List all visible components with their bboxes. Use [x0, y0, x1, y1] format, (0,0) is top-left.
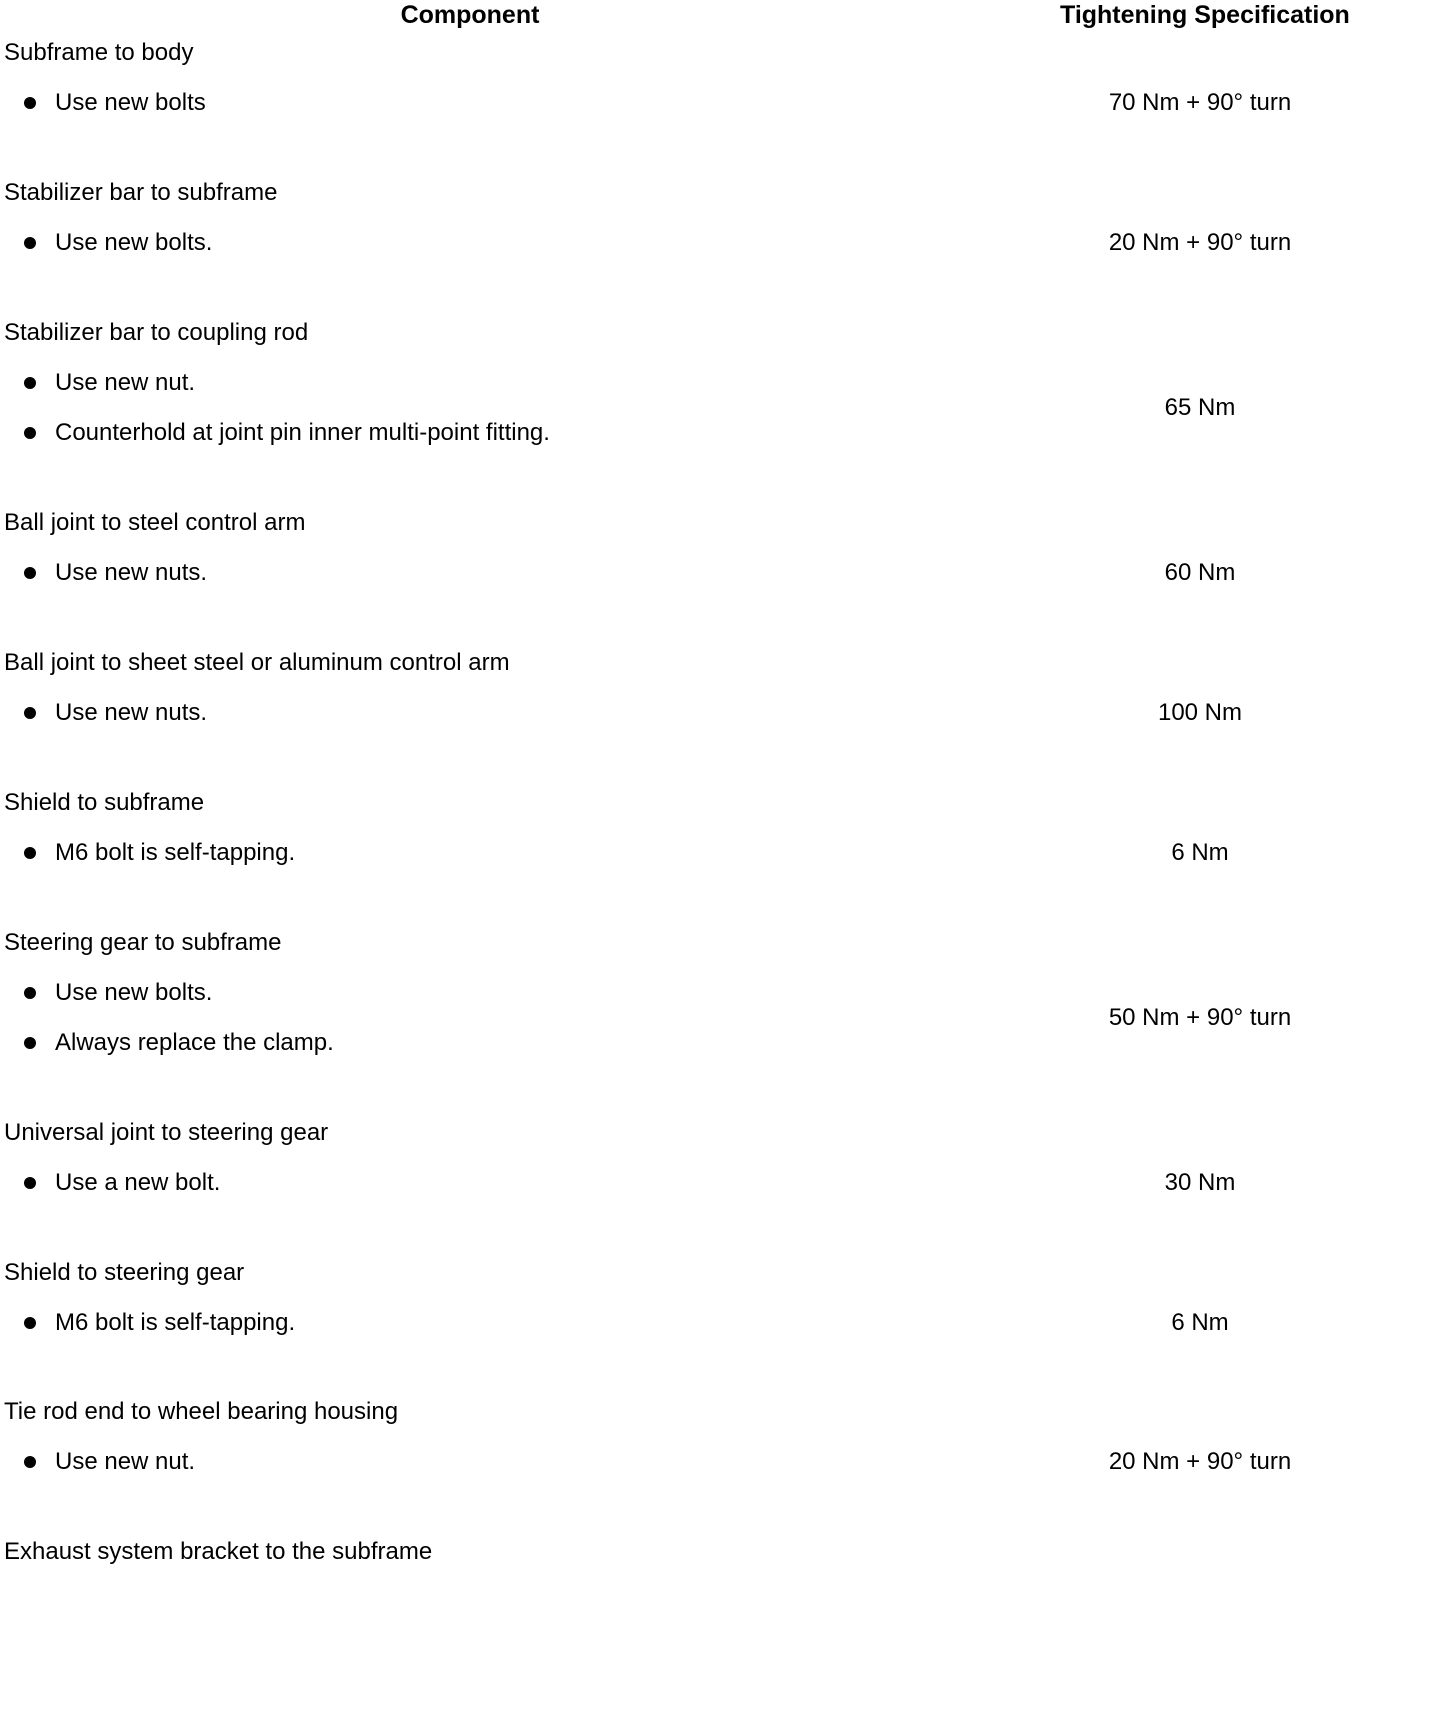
- note-text: Use new nut.: [55, 1448, 196, 1475]
- tightening-spec-value: 65 Nm: [1164, 394, 1236, 421]
- component-name: Stabilizer bar to coupling rod: [4, 319, 309, 346]
- bullet-icon: [24, 427, 36, 439]
- table-header: [0, 0, 1456, 30]
- note-text: M6 bolt is self-tapping.: [55, 839, 296, 866]
- tightening-spec-value: 50 Nm + 90° turn: [1108, 1004, 1292, 1031]
- tightening-spec-value: 6 Nm: [1171, 839, 1229, 866]
- bullet-icon: [24, 1037, 36, 1049]
- tightening-spec-value: 20 Nm + 90° turn: [1108, 229, 1292, 256]
- bullet-icon: [24, 237, 36, 249]
- tightening-spec-value: 20 Nm + 90° turn: [1108, 1448, 1292, 1475]
- component-name: Exhaust system bracket to the subframe: [4, 1538, 433, 1565]
- tightening-spec-value: 30 Nm: [1164, 1169, 1236, 1196]
- bullet-icon: [24, 1317, 36, 1329]
- component-name: Steering gear to subframe: [4, 929, 282, 956]
- note-text: Use new nuts.: [55, 699, 208, 726]
- note-text: Use new nut.: [55, 369, 196, 396]
- spec-column-header: Tightening Specification: [1060, 1, 1350, 29]
- note-text: Use a new bolt.: [55, 1169, 221, 1196]
- note-text: Counterhold at joint pin inner multi-point fitting.: [55, 419, 550, 446]
- note-text: M6 bolt is self-tapping.: [55, 1309, 296, 1336]
- bullet-icon: [24, 1177, 36, 1189]
- tightening-spec-value: 70 Nm + 90° turn: [1108, 89, 1292, 116]
- bullet-icon: [24, 377, 36, 389]
- component-name: Subframe to body: [4, 39, 194, 66]
- component-name: Ball joint to steel control arm: [4, 509, 306, 536]
- component-name: Stabilizer bar to subframe: [4, 179, 278, 206]
- tightening-spec-value: 60 Nm: [1164, 559, 1236, 586]
- note-text: Use new bolts.: [55, 979, 213, 1006]
- note-text: Always replace the clamp.: [55, 1029, 334, 1056]
- bullet-icon: [24, 97, 36, 109]
- bullet-icon: [24, 567, 36, 579]
- note-text: Use new bolts.: [55, 229, 213, 256]
- bullet-icon: [24, 707, 36, 719]
- bullet-icon: [24, 1456, 36, 1468]
- tightening-spec-value: 100 Nm: [1157, 699, 1243, 726]
- bullet-icon: [24, 987, 36, 999]
- bullet-icon: [24, 847, 36, 859]
- note-text: Use new nuts.: [55, 559, 208, 586]
- component-column-header: Component: [400, 1, 540, 29]
- component-name: Shield to subframe: [4, 789, 205, 816]
- component-name: Tie rod end to wheel bearing housing: [4, 1398, 399, 1425]
- component-name: Shield to steering gear: [4, 1259, 245, 1286]
- component-name: Universal joint to steering gear: [4, 1119, 329, 1146]
- tightening-spec-value: 6 Nm: [1171, 1309, 1229, 1336]
- note-text: Use new bolts: [55, 89, 206, 116]
- component-name: Ball joint to sheet steel or aluminum control arm: [4, 649, 510, 676]
